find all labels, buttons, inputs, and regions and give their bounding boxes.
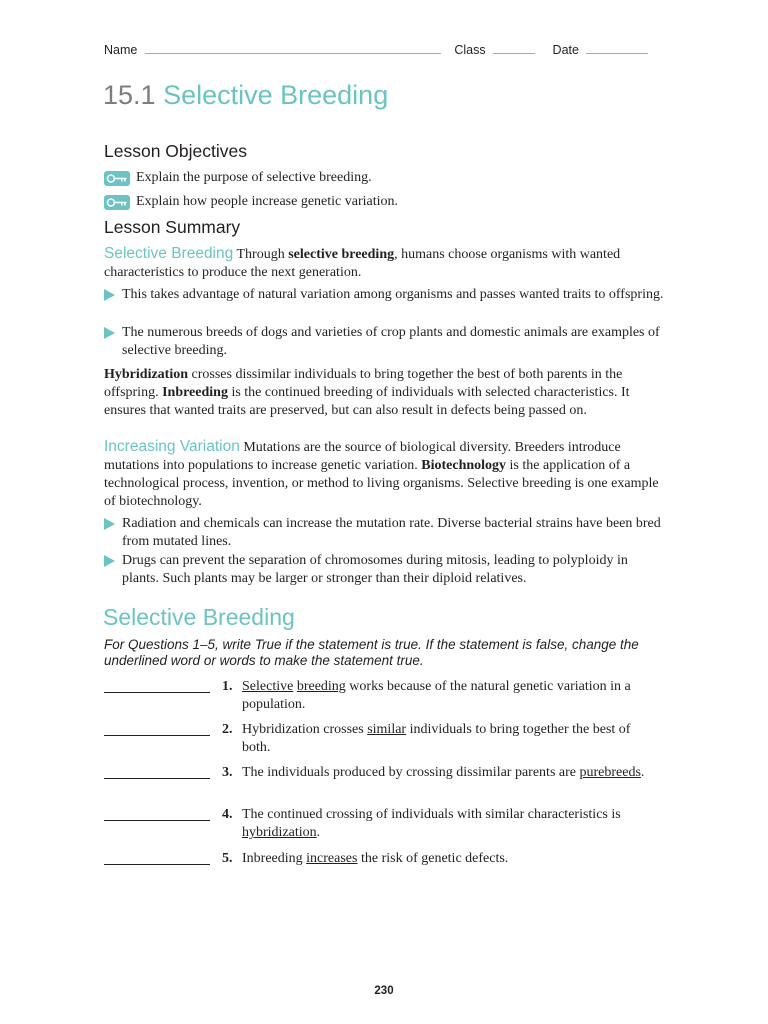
paragraph-text: , humans choose organisms with wanted characteristics to produce the next generation. — [104, 247, 621, 280]
question-fragment: . — [316, 825, 321, 840]
page-number: 230 — [374, 985, 394, 997]
question-fragment: individuals to bring together the best of both. — [242, 722, 631, 755]
lesson-title: Selective Breeding — [163, 80, 389, 110]
bullet-text: The numerous breeds of dogs and varieties of crop plants and domestic animals are examples of selective breeding. — [122, 325, 660, 358]
term-hybridization: Hybridization — [104, 367, 189, 382]
objective-text: Explain how people increase genetic variation. — [136, 194, 399, 209]
triangle-bullet-icon — [104, 555, 115, 567]
question-number: 2. — [222, 722, 233, 737]
answer-blank[interactable] — [104, 778, 210, 779]
bullet-item — [104, 286, 664, 304]
question-number: 1. — [222, 679, 233, 694]
selective-breeding-paragraph — [104, 245, 664, 282]
question-text — [242, 678, 662, 714]
question-fragment: Hybridization crosses — [242, 722, 368, 737]
underlined-term: breeding — [296, 679, 346, 694]
question-fragment: works because of the natural genetic variation in a population. — [242, 679, 631, 712]
key-icon — [104, 171, 130, 186]
term-biotechnology: Biotechnology — [421, 458, 507, 473]
question-fragment: The continued crossing of individuals with similar characteristics is — [242, 807, 621, 822]
underlined-term: increases — [306, 851, 358, 866]
name-label: Name — [104, 43, 138, 57]
question-text — [242, 721, 662, 757]
name-field[interactable] — [145, 40, 441, 54]
worksheet-header — [104, 40, 648, 57]
underlined-term: Selective — [242, 679, 294, 694]
bullet-item — [104, 552, 664, 588]
question-text — [242, 850, 662, 868]
question-row — [104, 721, 664, 757]
page-title — [103, 80, 388, 111]
increasing-variation-lead: Increasing Variation — [104, 438, 240, 455]
question-fragment: . — [640, 765, 645, 780]
summary-heading: Lesson Summary — [104, 217, 241, 237]
bullet-text: This takes advantage of natural variation among organisms and passes wanted traits to offspring. — [122, 287, 664, 302]
question-text — [242, 806, 662, 842]
paragraph-text: crosses dissimilar individuals to bring together the best of both parents in the offspring. — [104, 367, 623, 400]
underlined-term: similar — [367, 722, 407, 737]
answer-blank[interactable] — [104, 864, 210, 865]
objectives-heading: Lesson Objectives — [104, 141, 247, 161]
class-label: Class — [454, 43, 486, 57]
class-field[interactable] — [493, 40, 535, 54]
triangle-bullet-icon — [104, 327, 115, 339]
underlined-term: purebreeds — [579, 765, 641, 780]
term-selective-breeding: selective breeding — [288, 247, 395, 262]
question-number: 5. — [222, 851, 233, 866]
paragraph-text: Mutations are the source of biological diversity. Breeders introduce mutations into populations to increase genetic variation. — [104, 440, 621, 473]
instructions: For Questions 1–5, write True if the statement is true. If the statement is false, change the underlined word or words to make the statement true. — [104, 637, 639, 668]
date-label: Date — [552, 43, 579, 57]
question-text — [242, 764, 662, 782]
paragraph-text: is the application of a technological process, invention, or method to living organisms. Selective breeding is one example of biotechnology. — [104, 458, 659, 509]
key-icon — [104, 195, 130, 210]
triangle-bullet-icon — [104, 289, 115, 301]
answer-blank[interactable] — [104, 820, 210, 821]
bullet-text: Drugs can prevent the separation of chromosomes during mitosis, leading to polyploidy in plants. Such plants may be larger or stronger than their diploid relatives. — [122, 553, 628, 586]
increasing-variation-paragraph — [104, 438, 664, 511]
answer-blank[interactable] — [104, 735, 210, 736]
paragraph-text: Through — [233, 247, 289, 262]
objective-text: Explain the purpose of selective breeding. — [136, 170, 372, 185]
bullet-item — [104, 324, 664, 360]
lesson-number: 15.1 — [103, 80, 156, 110]
question-row — [104, 850, 664, 886]
bullet-item — [104, 515, 664, 551]
answer-blank[interactable] — [104, 692, 210, 693]
question-number: 4. — [222, 807, 233, 822]
paragraph-text: is the continued breeding of individuals with selected characteristics. It ensures that wanted traits are preserved, but can also result in defects being passed on. — [104, 385, 630, 418]
question-fragment: the risk of genetic defects. — [357, 851, 509, 866]
question-fragment: Inbreeding — [242, 851, 307, 866]
question-row — [104, 764, 664, 800]
term-inbreeding: Inbreeding — [162, 385, 228, 400]
section-heading: Selective Breeding — [103, 604, 295, 630]
hybridization-paragraph — [104, 366, 664, 420]
underlined-term: hybridization — [242, 825, 317, 840]
bullet-text: Radiation and chemicals can increase the mutation rate. Diverse bacterial strains have been bred from mutated lines. — [122, 516, 661, 549]
question-row — [104, 806, 664, 842]
selective-breeding-lead: Selective Breeding — [104, 245, 234, 262]
question-number: 3. — [222, 765, 233, 780]
date-field[interactable] — [586, 40, 648, 54]
triangle-bullet-icon — [104, 518, 115, 530]
question-row — [104, 678, 664, 714]
question-fragment: The individuals produced by crossing dissimilar parents are — [242, 765, 580, 780]
objective-item — [104, 194, 398, 210]
objective-item — [104, 170, 372, 186]
